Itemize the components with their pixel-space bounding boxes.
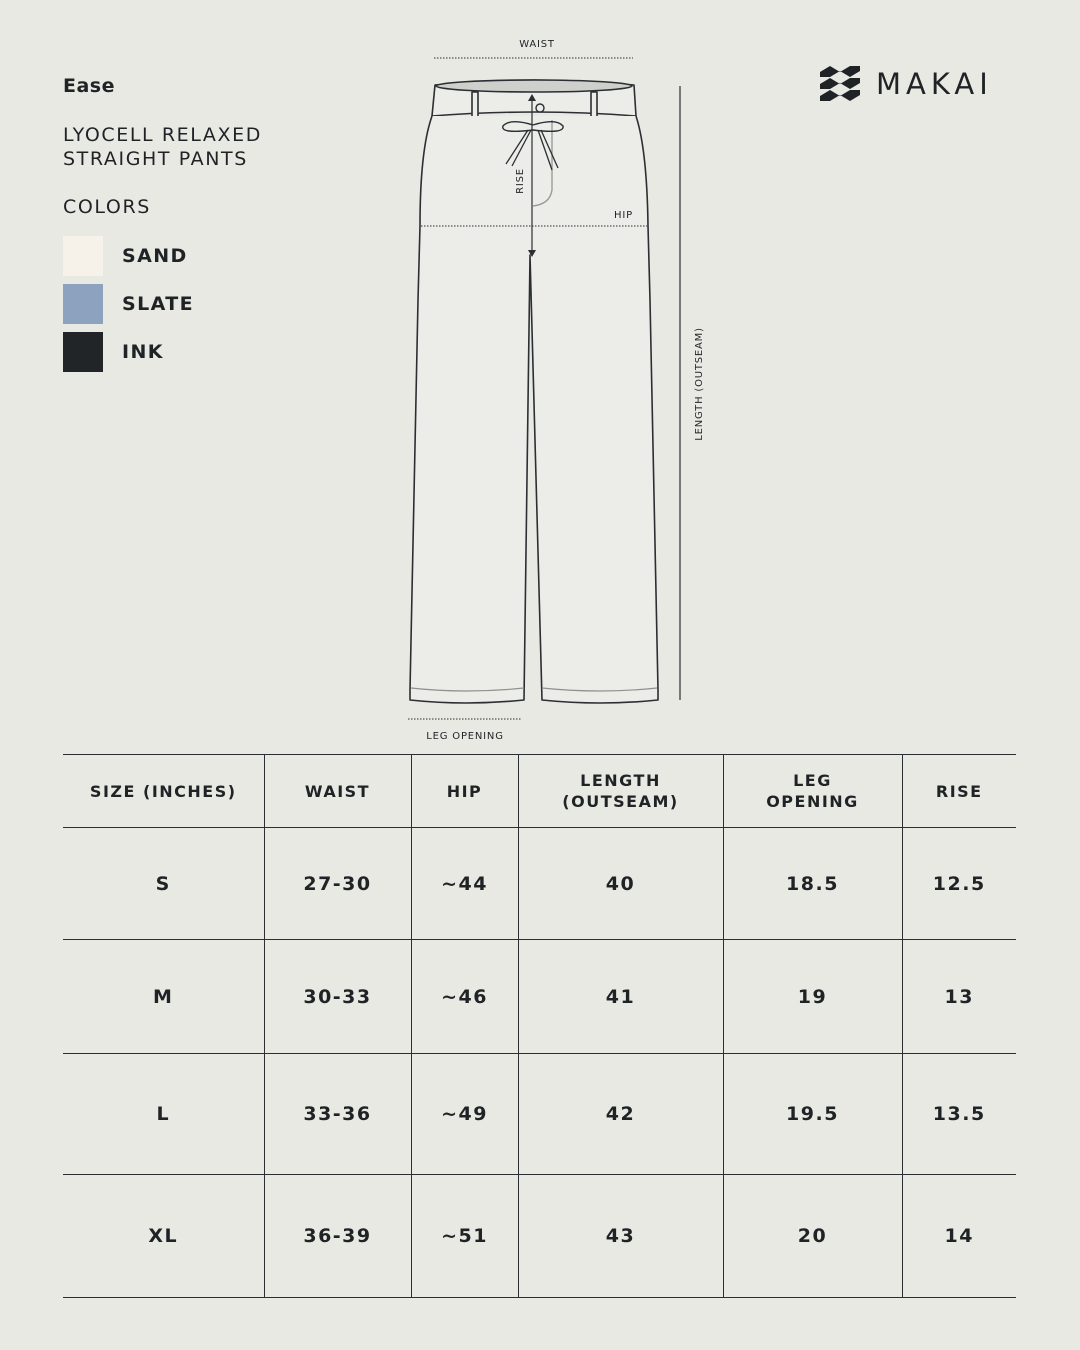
leg-opening-cell: 18.5 bbox=[723, 828, 902, 940]
header-rise: RISE bbox=[902, 755, 1016, 828]
leg-opening-cell: 19.5 bbox=[723, 1054, 902, 1175]
header-length: LENGTH (OUTSEAM) bbox=[518, 755, 723, 828]
header-size: SIZE (INCHES) bbox=[89, 781, 237, 801]
length-cell: 43 bbox=[518, 1175, 723, 1298]
pants-body-outline bbox=[410, 116, 658, 703]
rise-cell: 12.5 bbox=[902, 828, 1016, 940]
size-cell: L bbox=[156, 1103, 171, 1125]
hip-cell: ~44 bbox=[411, 828, 518, 940]
header-waist: WAIST bbox=[264, 755, 411, 828]
waist-cell: 36-39 bbox=[264, 1175, 411, 1298]
rise-cell: 13.5 bbox=[902, 1054, 1016, 1175]
hip-cell: ~49 bbox=[411, 1054, 518, 1175]
table-header-row bbox=[63, 755, 1016, 828]
table-row bbox=[63, 828, 1016, 940]
length-cell: 41 bbox=[518, 940, 723, 1054]
leg-opening-cell: 20 bbox=[723, 1175, 902, 1298]
length-cell: 42 bbox=[518, 1054, 723, 1175]
swatch-label-slate: SLATE bbox=[122, 293, 194, 315]
hip-cell: ~46 bbox=[411, 940, 518, 1054]
swatch-label-sand: SAND bbox=[122, 245, 188, 267]
leg-opening-label: LEG OPENING bbox=[426, 731, 504, 742]
length-cell: 40 bbox=[518, 828, 723, 940]
hip-cell: ~51 bbox=[411, 1175, 518, 1298]
rise-cell: 14 bbox=[902, 1175, 1016, 1298]
size-cell: S bbox=[155, 872, 171, 895]
size-cell: M bbox=[153, 985, 174, 1008]
colors-heading: COLORS bbox=[63, 196, 151, 218]
table-row bbox=[63, 940, 1016, 1054]
size-chart-table bbox=[63, 754, 1016, 1298]
leg-opening-cell: 19 bbox=[723, 940, 902, 1054]
hip-label: HIP bbox=[614, 210, 633, 221]
rise-cell: 13 bbox=[902, 940, 1016, 1054]
header-hip: HIP bbox=[411, 755, 518, 828]
collection-name: Ease bbox=[63, 75, 115, 97]
waist-button bbox=[536, 104, 544, 112]
waist-label: WAIST bbox=[519, 39, 555, 50]
waist-cell: 30-33 bbox=[264, 940, 411, 1054]
product-title-line-2: STRAIGHT PANTS bbox=[63, 148, 248, 170]
brand-name: MAKAI bbox=[876, 67, 993, 101]
header-leg-opening: LEG OPENING bbox=[723, 755, 902, 828]
table-row bbox=[63, 1175, 1016, 1298]
size-cell: XL bbox=[148, 1225, 179, 1247]
waist-cell: 33-36 bbox=[264, 1054, 411, 1175]
waist-cell: 27-30 bbox=[264, 828, 411, 940]
table-row bbox=[63, 1054, 1016, 1175]
waistband-opening bbox=[436, 80, 632, 92]
length-label: LENGTH (OUTSEAM) bbox=[694, 327, 705, 441]
product-title-line-1: LYOCELL RELAXED bbox=[63, 124, 262, 146]
swatch-label-ink: INK bbox=[122, 341, 164, 363]
rise-label: RISE bbox=[515, 168, 526, 194]
